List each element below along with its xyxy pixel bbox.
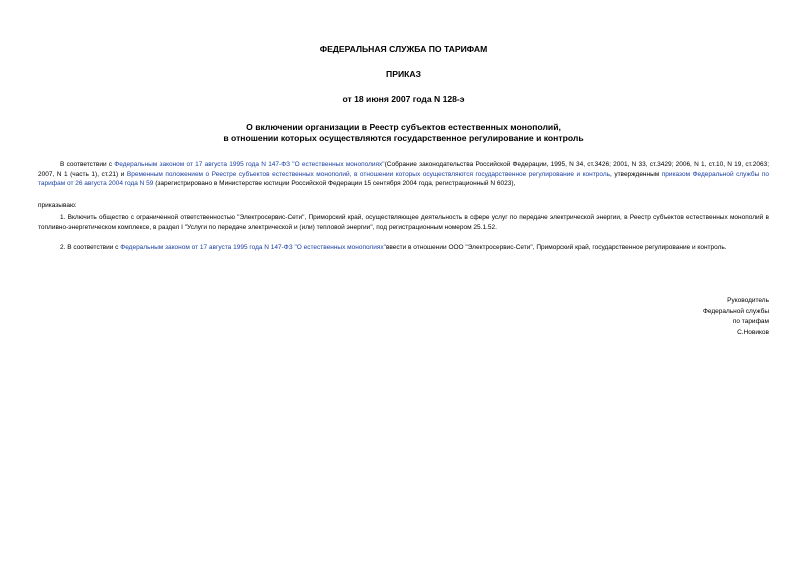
federal-law-link[interactable]: Федеральным законом от 17 августа 1995 года N 147-ФЗ "О естественных монополиях" — [114, 161, 385, 168]
signature-block — [703, 296, 769, 338]
signature-position: Руководитель — [727, 297, 769, 304]
temporary-regulation-link[interactable]: Временным положением о Реестре субъектов естественных монополий, в отношении которых осуществляются государственное регулирование и контроль — [126, 170, 611, 178]
preamble-text-4: (зарегистрировано в Министерстве юстиции Российской Федерации 15 сентября 2004 года, регистрационный N 6023), — [153, 180, 516, 188]
signature-agency-line-2: по тарифам — [732, 318, 769, 325]
document-title-line-2: в отношении которых осуществляются государственное регулирование и контроль — [223, 133, 584, 143]
fst-order-link[interactable]: приказом Федеральной службы по тарифам от 26 августа 2004 года N 59 — [38, 170, 769, 188]
signature-agency-line-1: Федеральной службы — [702, 307, 769, 315]
preamble-text-3: , утвержденным — [610, 170, 662, 178]
preamble-paragraph — [38, 160, 769, 189]
item2-text-2: ввести в отношении ООО "Электросервис-Сети", Приморский край, государственное регулирование и контроль. — [385, 244, 727, 251]
order-item-2 — [38, 243, 769, 253]
preamble-text-2: (Собрание законодательства Российской Федерации, 1995, N 34, ст.3426; 2001, N 33, ст.3429; 2006, N 1, ст.10, N 19, ст.2063; 2007, N 1 (часть 1), ст.21) и — [38, 161, 769, 178]
order-word: приказываю: — [38, 202, 77, 209]
item2-text-1: 2. В соответствии с — [60, 244, 121, 251]
document-title-line-1: О включении организации в Реестр субъектов естественных монополий, — [246, 122, 561, 132]
document-type-heading: ПРИКАЗ — [386, 69, 421, 79]
document-title — [0, 122, 807, 144]
preamble-text-1: В соответствии с — [60, 161, 115, 168]
order-item-1: 1. Включить общество с ограниченной ответственностью "Электросервис-Сети", Приморский край, осуществляющее деятельность в сфере услуг по передаче электрической энергии, в Реестр субъектов естественных монополий в топливно-энергетическом комплексе, в раздел I "Услуги по передаче электрической и (или) тепловой энергии", под регистрационным номером 25.1.52. — [38, 214, 769, 231]
federal-law-link-2[interactable]: Федеральным законом от 17 августа 1995 года N 147-ФЗ "О естественных монополиях" — [120, 244, 386, 251]
signature-name: С.Новиков — [737, 328, 769, 336]
agency-heading: ФЕДЕРАЛЬНАЯ СЛУЖБА ПО ТАРИФАМ — [319, 44, 488, 54]
document-date-number: от 18 июня 2007 года N 128-э — [342, 94, 465, 104]
